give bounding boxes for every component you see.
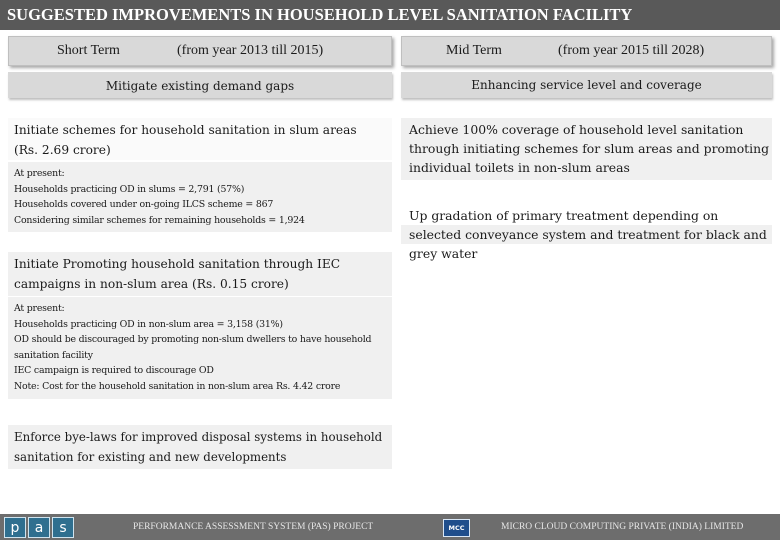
treatment-upgrade-item: [401, 204, 772, 266]
detail-line: Considering similar schemes for remaining households = 1,924: [14, 214, 305, 226]
detail-line: Households practicing OD in slums = 2,791 (57%): [14, 183, 245, 195]
short-term-header: [8, 36, 392, 66]
short-term-subtitle: Mitigate existing demand gaps: [8, 72, 392, 98]
iec-campaign-line-2: campaigns in non-slum area (Rs. 0.15 crore): [14, 277, 289, 291]
pas-logo-letter: s: [52, 517, 74, 538]
mid-term-header: [401, 36, 772, 66]
treatment-upgrade-line-2: selected conveyance system and treatment for black and: [401, 225, 772, 244]
bye-laws-line-2: sanitation for existing and new developments: [14, 450, 287, 464]
pas-logo-letter: a: [28, 517, 50, 538]
mid-term-period: (from year 2015 till 2028): [558, 43, 705, 58]
mid-term-label: Mid Term: [446, 43, 502, 58]
bye-laws-heading: [8, 425, 392, 469]
bye-laws-line-1: Enforce bye-laws for improved disposal systems in household: [14, 430, 383, 444]
slum-scheme-line-2: (Rs. 2.69 crore): [14, 143, 111, 157]
pas-project-name: PERFORMANCE ASSESSMENT SYSTEM (PAS) PROJECT: [133, 522, 374, 532]
full-coverage-line-2: through initiating schemes for slum areas and promoting: [409, 141, 770, 156]
treatment-upgrade-line-3: grey water: [409, 246, 478, 261]
pas-logo: [4, 517, 74, 538]
company-name: MICRO CLOUD COMPUTING PRIVATE (INDIA) LIMITED: [501, 522, 744, 532]
iec-campaign-line-1: Initiate Promoting household sanitation through IEC: [14, 257, 341, 271]
detail-line: Note: Cost for the household sanitation in non-slum area Rs. 4.42 crore: [14, 380, 341, 392]
slum-scheme-heading: [8, 118, 392, 160]
detail-line: Households practicing OD in non-slum area = 3,158 (31%): [14, 318, 283, 330]
treatment-upgrade-line-1: Up gradation of primary treatment depending on: [409, 208, 719, 223]
iec-campaign-heading: [8, 252, 392, 296]
detail-line: At present:: [14, 168, 65, 179]
short-term-label: Short Term: [57, 43, 120, 58]
full-coverage-line-3: individual toilets in non-slum areas: [409, 160, 630, 175]
page-title: SUGGESTED IMPROVEMENTS IN HOUSEHOLD LEVEL SANITATION FACILITY: [0, 0, 780, 30]
mid-term-subtitle: Enhancing service level and coverage: [401, 72, 772, 98]
detail-line: Households covered under on-going ILCS scheme = 867: [14, 199, 274, 211]
detail-line: OD should be discouraged by promoting non-slum dwellers to have household: [14, 334, 372, 346]
iec-campaign-details: [8, 297, 392, 399]
full-coverage-item: [401, 118, 772, 180]
short-term-period: (from year 2013 till 2015): [177, 43, 324, 58]
mcc-logo: MCC: [443, 519, 470, 537]
slum-scheme-line-1: Initiate schemes for household sanitation in slum areas: [14, 123, 357, 137]
pas-logo-letter: p: [4, 517, 26, 538]
detail-line: IEC campaign is required to discourage OD: [14, 365, 214, 377]
detail-line: sanitation facility: [14, 349, 93, 361]
detail-line: At present:: [14, 303, 65, 314]
slum-scheme-details: [8, 162, 392, 232]
full-coverage-line-1: Achieve 100% coverage of household level sanitation: [409, 122, 744, 137]
